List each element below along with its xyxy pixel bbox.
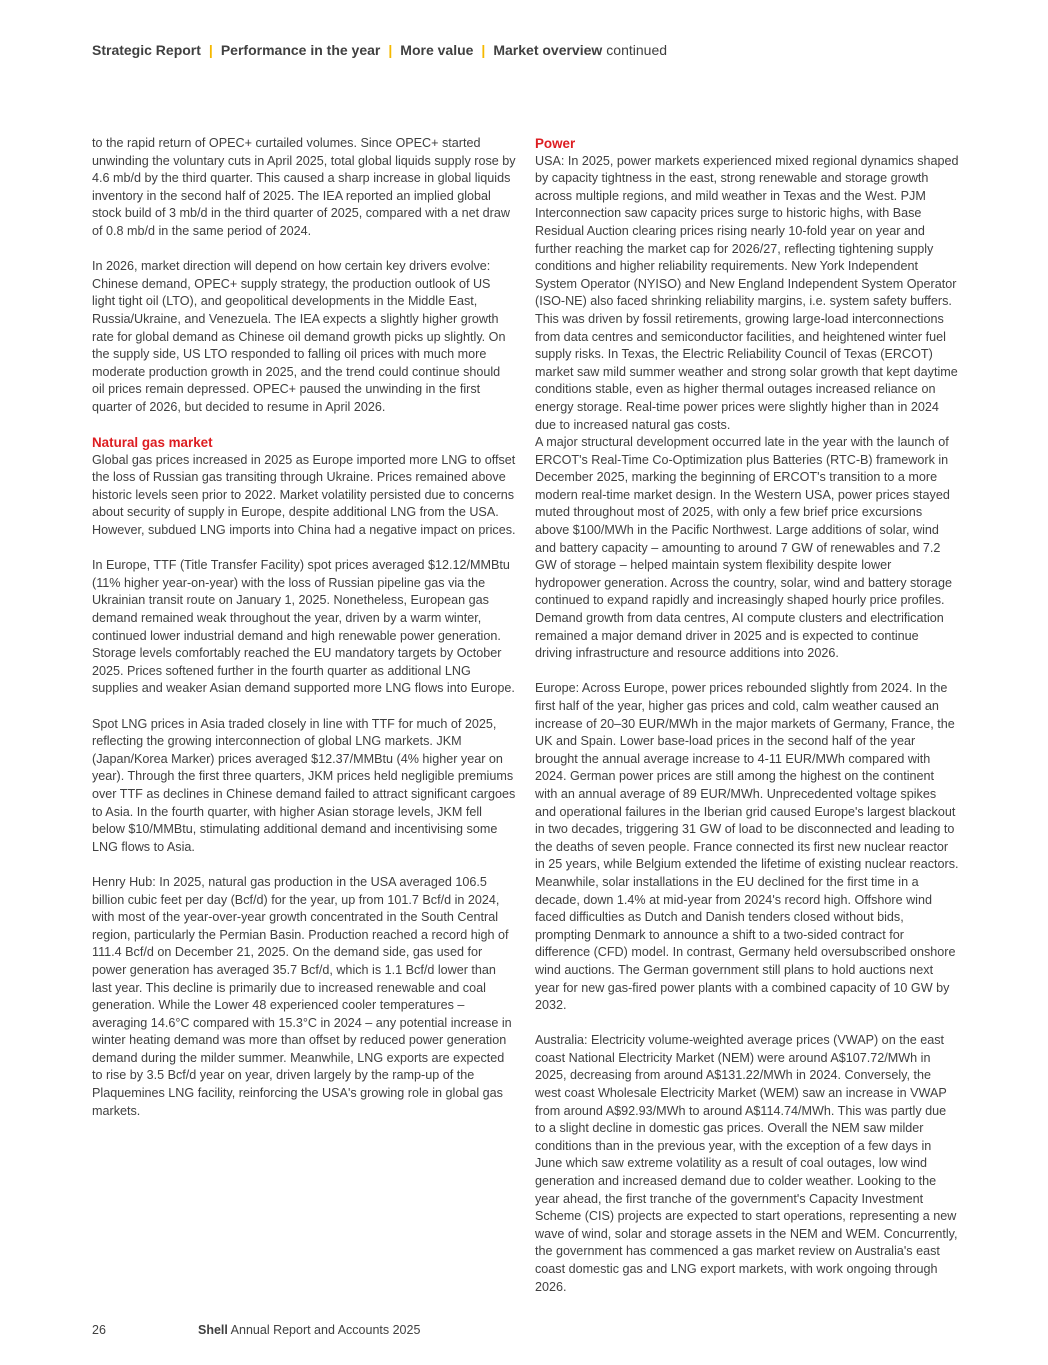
breadcrumb-performance[interactable]: Performance in the year — [220, 42, 381, 58]
breadcrumb-market-overview[interactable]: Market overview — [493, 42, 603, 58]
power-usa-paragraph-1: USA: In 2025, power markets experienced mixed regional dynamics shaped by capacity tightness in the east, strong renewable and storage growth across multiple regions, and mild weather in Texas and the West. PJM Interconnection saw capacity prices surge to historic highs, with Base Residual Auction clearing prices rising nearly 10-fold year on year and further reaching the market cap for 2026/27, reflecting tightening supply conditions and higher reliability requirements. New York Independent System Operator (NYISO) and New England Independent System Operator (ISO-NE) also faced shrinking reliability margins, i.e. system safety buffers. This was driven by fossil retirements, growing large-load interconnections from data centres and semiconductor facilities, and heightened winter fuel supply risks. In Texas, the Electric Reliability Council of Texas (ERCOT) market saw mild summer weather and strong solar growth that kept daytime conditions stable, even as higher thermal outages increased reliance on energy storage. Real-time power prices were slightly higher than in 2024 due to increased natural gas costs. — [535, 153, 959, 432]
power-europe-paragraph: Europe: Across Europe, power prices rebounded slightly from 2024. In the first half of the year, higher gas prices and cold, calm weather caused an increase of 20–30 EUR/MWh in the major markets of Germany, France, the UK and Spain. Lower base-load prices in the second half of the year brought the annual average increase to 4-11 EUR/MWh compared with 2024. German power prices are still among the highest on the continent with an annual average of 89 EUR/MWh. Unprecedented voltage spikes and operational failures in the Iberian grid caused Europe's largest blackout in two decades, triggering 31 GW of load to be disconnected and leading to the deaths of seven people. France connected its first new nuclear reactor in 25 years, while Belgium extended the lifetime of existing nuclear reactors. Meanwhile, solar installations in the EU declined for the first time in a decade, down 1.4% at mid-year from 2024's record high. Offshore wind faced difficulties as Dutch and Danish tenders closed without bids, prompting Denmark to announce a shift to a two-sided contract for difference (CFD) model. In contrast, Germany held oversubscribed onshore wind auctions. The German government still plans to hold auctions next year for new gas-fired power plants with a combined capacity of 10 GW by 2032. — [535, 681, 959, 1013]
page-footer — [92, 1323, 420, 1337]
oil-paragraph-2: In 2026, market direction will depend on how certain key drivers evolve: Chinese demand, OPEC+ supply strategy, the production outlook of US light tight oil (LTO), and geopolitical developments in the Middle East, Russia/Ukraine, and Venezuela. The IEA expects a slightly higher growth rate for global demand as Chinese oil demand growth picks up slightly. On the supply side, US LTO responded to falling oil prices with much more moderate production growth in 2025, and the trend could continue should oil prices remain depressed. OPEC+ paused the unwinding in the first quarter of 2026, but decided to resume in April 2026. — [92, 259, 506, 414]
breadcrumb-more-value[interactable]: More value — [400, 42, 474, 58]
power-heading: Power — [535, 136, 576, 151]
breadcrumb-separator: | — [208, 42, 213, 58]
gas-paragraph-3: Spot LNG prices in Asia traded closely in line with TTF for much of 2025, reflecting the growing interconnection of global LNG markets. JKM (Japan/Korea Marker) prices averaged $12.37/MMBtu (4% higher year on year). Through the first three quarters, JKM prices held negligible premiums over TTF as declines in Chinese demand failed to attract significant cargoes to Asia. In the fourth quarter, with higher Asian storage levels, JKM fell below $10/MMBtu, stimulating additional demand and incentivising some LNG flows to Asia. — [92, 716, 516, 854]
brand-name: Shell — [198, 1323, 228, 1337]
right-column — [535, 135, 959, 1314]
page-number: 26 — [92, 1323, 106, 1337]
breadcrumb-separator: | — [481, 42, 486, 58]
power-australia-paragraph: Australia: Electricity volume-weighted average prices (VWAP) on the east coast National Electricity Market (NEM) were around A$107.72/MWh in 2025, decreasing from around A$131.22/MWh in 2024. Conversely, the west coast Wholesale Electricity Market (WEM) saw an increase in VWAP from around A$92.93/MWh to around A$114.74/MWh. This was partly due to a slight decline in domestic gas prices. Overall the NEM saw milder conditions than in the previous year, with the exception of a few days in June which saw extreme volatility as a result of coal outages, low wind generation and increased demand due to colder weather. Looking to the year ahead, the first tranche of the government's Capacity Investment Scheme (CIS) projects are expected to start operations, representing a new wave of wind, solar and storage assets in the NEM and WEM. Concurrently, the government has commenced a gas market review on Australia's east coast domestic gas and LNG export markets, with work ongoing through 2026. — [535, 1033, 958, 1294]
breadcrumb-continued: continued — [606, 42, 668, 58]
left-column — [92, 135, 516, 1138]
natural-gas-heading: Natural gas market — [92, 435, 213, 451]
publication-title: Annual Report and Accounts 2025 — [230, 1323, 421, 1337]
gas-paragraph-1: Global gas prices increased in 2025 as Europe imported more LNG to offset the loss of Russian gas transiting through Ukraine. Prices remained above historic levels seen prior to 2022. Market volatility persisted due to concerns about security of supply in Europe, despite additional LNG from the USA. However, subdued LNG imports into China had a negative impact on prices. — [92, 452, 516, 538]
gas-paragraph-4: Henry Hub: In 2025, natural gas production in the USA averaged 106.5 billion cubic feet per day (Bcf/d) for the year, up from 101.7 Bcf/d in 2024, with most of the year-over-year growth concentrated in the South Central region, particularly the Permian Basin. Production reached a record high of 111.4 Bcf/d on December 21, 2025. On the demand side, gas used for power generation has averaged 35.7 Bcf/d, which is 1.1 Bcf/d lower than last year. This decline is primarily due to increased renewable and coal generation. While the Lower 48 experienced cooler temperatures – averaging 14.6°C compared with 15.3°C in 2024 – any potential increase in winter heating demand was more than offset by reduced power generation demand during the milder summer. Meanwhile, LNG exports are expected to rise by 3.5 Bcf/d year on year, driven largely by the ramp-up of the Plaquemines LNG facility, reinforcing the USA's growing role in global gas markets. — [92, 874, 512, 1118]
breadcrumb-strategic-report[interactable]: Strategic Report — [92, 42, 201, 58]
oil-paragraph-1: to the rapid return of OPEC+ curtailed volumes. Since OPEC+ started unwinding the voluntary cuts in April 2025, total global liquids supply rose by 4.6 mb/d by the third quarter. This caused a sharp increase in global liquids inventory in the second half of 2025. The IEA reported an implied global stock build of 3 mb/d in the third quarter of 2025, compared with a net draw of 0.8 mb/d in the same period of 2024. — [92, 136, 516, 238]
breadcrumb — [92, 42, 667, 58]
power-usa-paragraph-2: A major structural development occurred late in the year with the launch of ERCOT's Real-Time Co-Optimization plus Batteries (RTC-B) framework in December 2025, marking the beginning of ERCOT's transition to a more modern real-time market design. In the Western USA, power prices stayed muted throughout most of 2025, with only a few brief price excursions above $100/MWh in the Pacific Northwest. Large additions of solar, wind and battery capacity – amounting to around 7 GW of renewables and 7.2 GW of storage – helped maintain system flexibility despite lower hydropower generation. Across the country, solar, wind and battery storage continued to expand rapidly and increasingly shaped hourly price profiles. Demand growth from data centres, AI compute clusters and electrification remained a major demand driver in 2025 and is expected to continue driving infrastructure and resource additions into 2026. — [535, 435, 952, 661]
gas-paragraph-2: In Europe, TTF (Title Transfer Facility) spot prices averaged $12.12/MMBtu (11% higher year-on-year) with the loss of Russian pipeline gas via the Ukrainian transit route on January 1, 2025. Nonetheless, European gas demand remained weak throughout the year, driven by a warm winter, continued lower industrial demand and high renewable power generation. Storage levels comfortably reached the EU mandatory targets by October 2025. Prices softened further in the fourth quarter as additional LNG supplies and weaker Asian demand supported more LNG flows into Europe. — [92, 558, 515, 696]
breadcrumb-separator: | — [388, 42, 393, 58]
